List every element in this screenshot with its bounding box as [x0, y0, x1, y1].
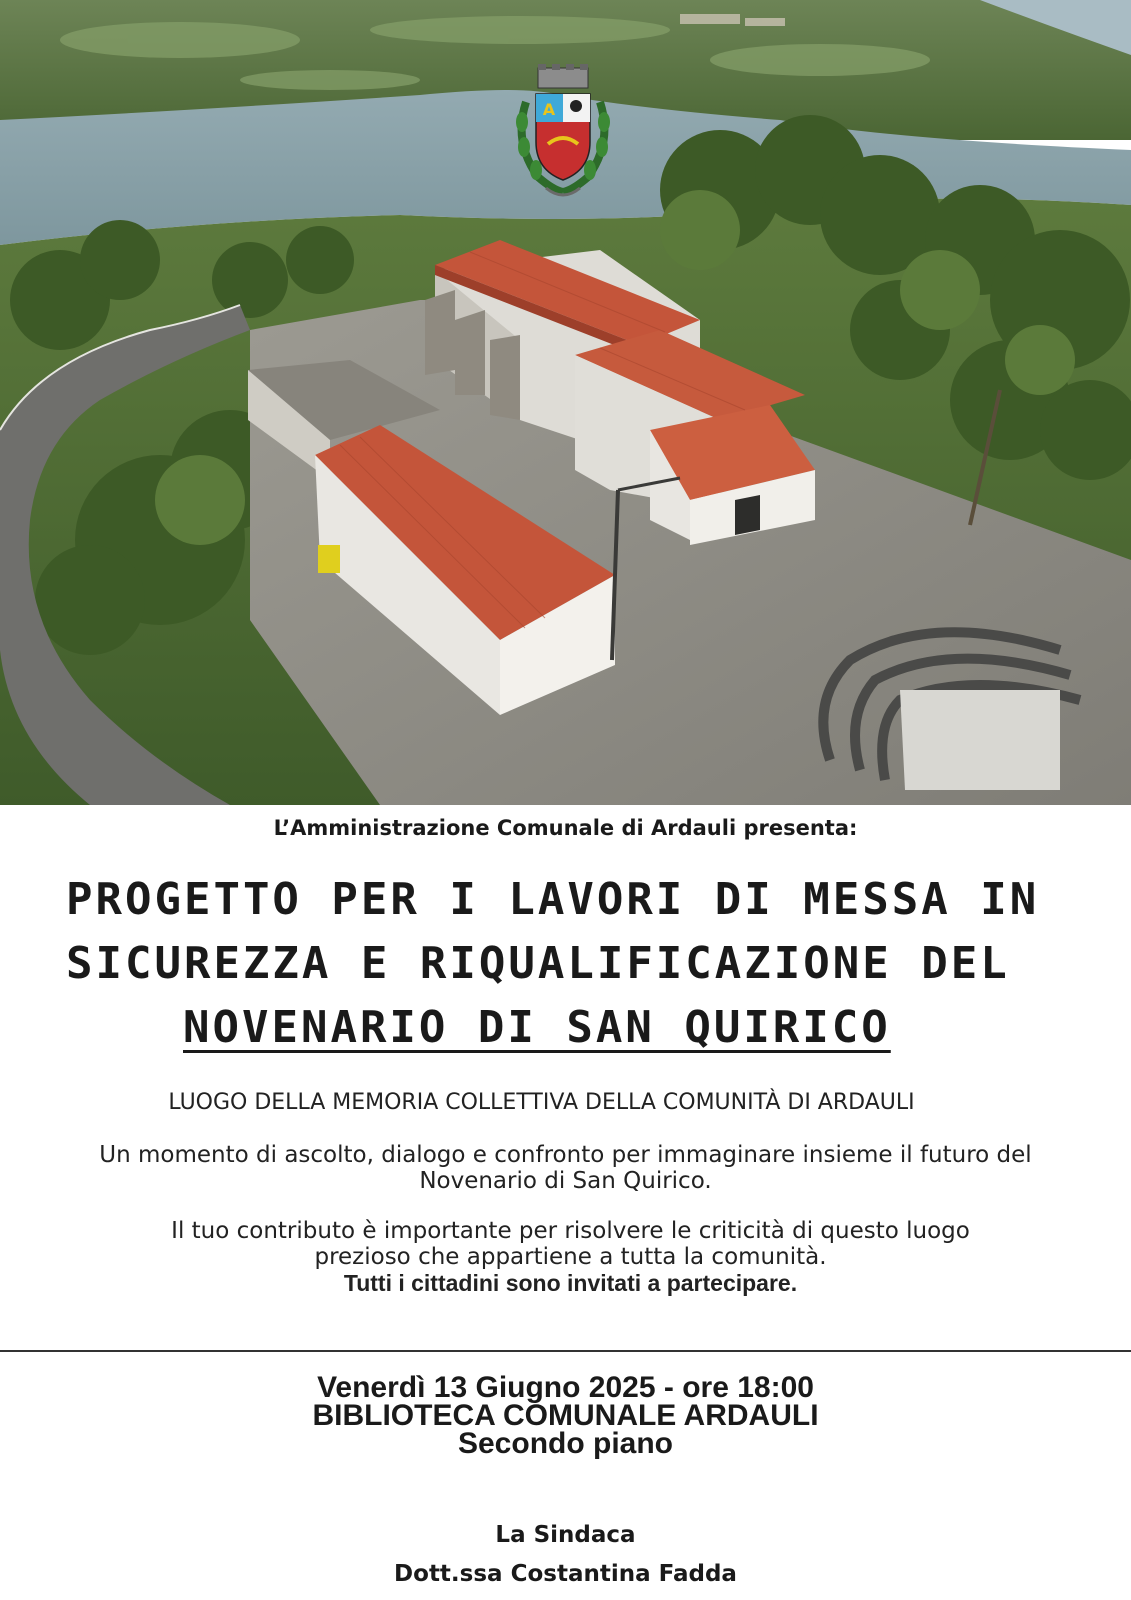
subtitle: LUOGO DELLA MEMORIA COLLETTIVA DELLA COMUNITÀ DI ARDAULI — [168, 1090, 915, 1115]
description-paragraph — [60, 1142, 1071, 1194]
contribution-line-2: prezioso che appartiene a tutta la comunità. — [314, 1244, 827, 1270]
event-details — [0, 1371, 1131, 1460]
event-venue: BIBLIOTECA COMUNALE ARDAULI — [312, 1399, 819, 1432]
presenter-line: L’Amministrazione Comunale di Ardauli presenta: — [273, 816, 858, 840]
event-date-time: Venerdì 13 Giugno 2025 - ore 18:00 — [317, 1371, 814, 1404]
event-floor: Secondo piano — [457, 1427, 673, 1460]
svg-text:A: A — [542, 100, 556, 119]
description-line-1: Un momento di ascolto, dialogo e confronto per immaginare insieme il futuro del — [99, 1142, 1032, 1168]
description-line-2: Novenario di San Quirico. — [419, 1168, 712, 1194]
title-line-1: PROGETTO PER I LAVORI DI MESSA IN — [66, 874, 1040, 925]
contribution-line-1: Il tuo contributo è importante per risolvere le criticità di questo luogo — [171, 1218, 970, 1244]
invitation-line: Tutti i cittadini sono invitati a partecipare. — [343, 1270, 798, 1296]
title-line-3: NOVENARIO DI SAN QUIRICO — [183, 1002, 891, 1053]
signature-role: La Sindaca — [495, 1522, 636, 1548]
signature-name: Dott.ssa Costantina Fadda — [394, 1561, 737, 1587]
ardauli-coat-of-arms-icon — [508, 62, 618, 202]
title-line-2: SICUREZZA E RIQUALIFICAZIONE DEL — [66, 938, 1010, 989]
signature-block — [0, 1516, 1131, 1594]
contribution-paragraph — [130, 1218, 1011, 1296]
divider — [0, 1350, 1131, 1352]
